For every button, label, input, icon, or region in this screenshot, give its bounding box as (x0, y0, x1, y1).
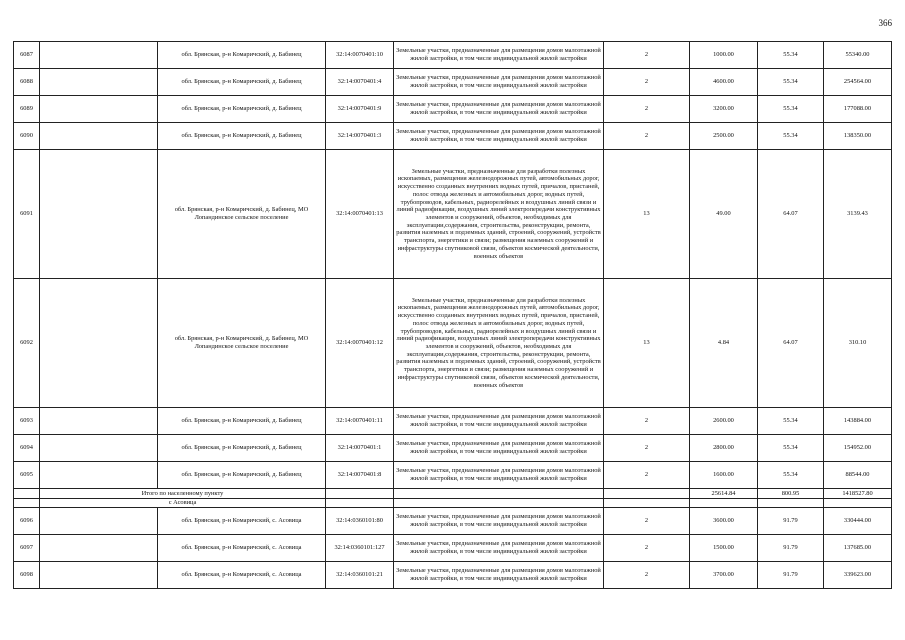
blank-cell (40, 562, 158, 589)
table-row (14, 435, 892, 462)
cadastral-number-cell: 32:14:0360101:21 (326, 562, 394, 589)
rate-cell: 64.07 (758, 279, 824, 408)
rate-cell: 55.34 (758, 408, 824, 435)
address-cell: обл. Брянская, р-н Комаричский, д. Бабинец, МО Лопандинское сельское поселение (158, 150, 326, 279)
cadastral-number-cell: 32:14:0070401:9 (326, 96, 394, 123)
table-row (14, 408, 892, 435)
group-cell: 2 (604, 408, 690, 435)
value-cell: 254564.00 (824, 69, 892, 96)
value-cell: 88544.00 (824, 462, 892, 489)
blank-cell (40, 69, 158, 96)
area-cell: 4600.00 (690, 69, 758, 96)
row-number-cell: 6090 (14, 123, 40, 150)
value-cell: 138350.00 (824, 123, 892, 150)
address-cell: обл. Брянская, р-н Комаричский, д. Бабинец (158, 123, 326, 150)
cadastral-number-cell: 32:14:0070401:13 (326, 150, 394, 279)
area-cell: 1500.00 (690, 535, 758, 562)
settlement-header-row (14, 499, 892, 508)
rate-cell: 91.79 (758, 508, 824, 535)
row-number-cell: 6097 (14, 535, 40, 562)
blank-cell (326, 499, 394, 508)
cadastral-number-cell: 32:14:0070401:12 (326, 279, 394, 408)
row-number-cell: 6096 (14, 508, 40, 535)
purpose-cell: Земельные участки, предназначенные для размещения домов малоэтажной жилой застройки, в том числе индивидуальной жилой застройки (394, 408, 604, 435)
row-number-cell: 6093 (14, 408, 40, 435)
cadastral-number-cell: 32:14:0070401:10 (326, 42, 394, 69)
rate-cell: 55.34 (758, 42, 824, 69)
area-cell: 1600.00 (690, 462, 758, 489)
cadastral-number-cell: 32:14:0070401:8 (326, 462, 394, 489)
group-cell: 13 (604, 279, 690, 408)
area-cell: 2600.00 (690, 408, 758, 435)
cadastral-number-cell: 32:14:0070401:11 (326, 408, 394, 435)
group-cell: 2 (604, 69, 690, 96)
blank-cell (690, 499, 758, 508)
row-number-cell: 6088 (14, 69, 40, 96)
total-area-cell: 25614.84 (690, 489, 758, 499)
purpose-cell: Земельные участки, предназначенные для размещения домов малоэтажной жилой застройки, в том числе индивидуальной жилой застройки (394, 535, 604, 562)
value-cell: 55340.00 (824, 42, 892, 69)
value-cell: 310.10 (824, 279, 892, 408)
area-cell: 1000.00 (690, 42, 758, 69)
settlement-name-cell: с Асовица (40, 499, 326, 508)
purpose-cell: Земельные участки, предназначенные для размещения домов малоэтажной жилой застройки, в том числе индивидуальной жилой застройки (394, 42, 604, 69)
row-number-cell: 6095 (14, 462, 40, 489)
blank-cell (824, 499, 892, 508)
group-cell: 2 (604, 462, 690, 489)
cadastral-number-cell: 32:14:0070401:4 (326, 69, 394, 96)
table-row (14, 279, 892, 408)
total-rate-cell: 800.95 (758, 489, 824, 499)
total-label-cell: Итого по населенному пункту (40, 489, 326, 499)
area-cell: 2800.00 (690, 435, 758, 462)
address-cell: обл. Брянская, р-н Комаричский, с. Асовица (158, 535, 326, 562)
blank-cell (40, 435, 158, 462)
blank-cell (604, 489, 690, 499)
group-cell: 2 (604, 562, 690, 589)
settlement-total-row (14, 489, 892, 499)
table-row (14, 462, 892, 489)
blank-cell (14, 489, 40, 499)
address-cell: обл. Брянская, р-н Комаричский, д. Бабинец (158, 462, 326, 489)
group-cell: 13 (604, 150, 690, 279)
area-cell: 3700.00 (690, 562, 758, 589)
address-cell: обл. Брянская, р-н Комаричский, д. Бабинец (158, 435, 326, 462)
table-row (14, 96, 892, 123)
table-row (14, 150, 892, 279)
blank-cell (14, 499, 40, 508)
row-number-cell: 6092 (14, 279, 40, 408)
rate-cell: 64.07 (758, 150, 824, 279)
row-number-cell: 6098 (14, 562, 40, 589)
address-cell: обл. Брянская, р-н Комаричский, д. Бабинец (158, 408, 326, 435)
value-cell: 330444.00 (824, 508, 892, 535)
table-row (14, 42, 892, 69)
purpose-cell: Земельные участки, предназначенные для размещения домов малоэтажной жилой застройки, в том числе индивидуальной жилой застройки (394, 508, 604, 535)
blank-cell (40, 408, 158, 435)
area-cell: 49.00 (690, 150, 758, 279)
blank-cell (40, 279, 158, 408)
row-number-cell: 6091 (14, 150, 40, 279)
blank-cell (40, 462, 158, 489)
cadastral-number-cell: 32:14:0360101:80 (326, 508, 394, 535)
rate-cell: 55.34 (758, 462, 824, 489)
row-number-cell: 6087 (14, 42, 40, 69)
area-cell: 3600.00 (690, 508, 758, 535)
cadastral-value-table (13, 41, 892, 589)
purpose-cell: Земельные участки, предназначенные для разработки полезных ископаемых, размещения железнодорожных путей, автомобильных дорог, искусственно созданных внутренних водных путей, причалов, пристаней, полос отвода железных и автомобильных дорог, водных путей, трубопроводов, кабельных, радиорелейных и воздушных линий связи и линий радиофикации, воздушных линий электропередачи конструктивных элементов и сооружений, объектов, необходимых для эксплуатации,содержания, строительства, реконструкции, ремонта, развития наземных и подземных зданий, строений, сооружений, устройств транспорта, энергетики и связи; размещения наземных сооружений и инфраструктуры спутниковой связи, объектов космической деятельности, военных объектов (394, 150, 604, 279)
group-cell: 2 (604, 123, 690, 150)
value-cell: 137685.00 (824, 535, 892, 562)
purpose-cell: Земельные участки, предназначенные для размещения домов малоэтажной жилой застройки, в том числе индивидуальной жилой застройки (394, 435, 604, 462)
rate-cell: 55.34 (758, 123, 824, 150)
group-cell: 2 (604, 435, 690, 462)
blank-cell (326, 489, 394, 499)
blank-cell (40, 535, 158, 562)
group-cell: 2 (604, 508, 690, 535)
purpose-cell: Земельные участки, предназначенные для размещения домов малоэтажной жилой застройки, в том числе индивидуальной жилой застройки (394, 123, 604, 150)
cadastral-number-cell: 32:14:0070401:3 (326, 123, 394, 150)
value-cell: 339623.00 (824, 562, 892, 589)
blank-cell (394, 489, 604, 499)
page-number: 366 (878, 18, 892, 28)
blank-cell (758, 499, 824, 508)
table-row (14, 562, 892, 589)
purpose-cell: Земельные участки, предназначенные для размещения домов малоэтажной жилой застройки, в том числе индивидуальной жилой застройки (394, 562, 604, 589)
address-cell: обл. Брянская, р-н Комаричский, д. Бабинец, МО Лопандинское сельское поселение (158, 279, 326, 408)
rate-cell: 55.34 (758, 435, 824, 462)
value-cell: 3139.43 (824, 150, 892, 279)
blank-cell (604, 499, 690, 508)
area-cell: 2500.00 (690, 123, 758, 150)
group-cell: 2 (604, 96, 690, 123)
table-row (14, 535, 892, 562)
group-cell: 2 (604, 535, 690, 562)
blank-cell (40, 508, 158, 535)
blank-cell (40, 96, 158, 123)
area-cell: 4.84 (690, 279, 758, 408)
group-cell: 2 (604, 42, 690, 69)
blank-cell (394, 499, 604, 508)
value-cell: 154952.00 (824, 435, 892, 462)
address-cell: обл. Брянская, р-н Комаричский, д. Бабинец (158, 69, 326, 96)
rate-cell: 91.79 (758, 562, 824, 589)
rate-cell: 55.34 (758, 96, 824, 123)
purpose-cell: Земельные участки, предназначенные для размещения домов малоэтажной жилой застройки, в том числе индивидуальной жилой застройки (394, 96, 604, 123)
row-number-cell: 6089 (14, 96, 40, 123)
cadastral-number-cell: 32:14:0070401:1 (326, 435, 394, 462)
address-cell: обл. Брянская, р-н Комаричский, с. Асовица (158, 562, 326, 589)
value-cell: 143884.00 (824, 408, 892, 435)
purpose-cell: Земельные участки, предназначенные для размещения домов малоэтажной жилой застройки, в том числе индивидуальной жилой застройки (394, 69, 604, 96)
blank-cell (40, 42, 158, 69)
value-cell: 177088.00 (824, 96, 892, 123)
row-number-cell: 6094 (14, 435, 40, 462)
purpose-cell: Земельные участки, предназначенные для размещения домов малоэтажной жилой застройки, в том числе индивидуальной жилой застройки (394, 462, 604, 489)
area-cell: 3200.00 (690, 96, 758, 123)
address-cell: обл. Брянская, р-н Комаричский, д. Бабинец (158, 42, 326, 69)
purpose-cell: Земельные участки, предназначенные для разработки полезных ископаемых, размещения железнодорожных путей, автомобильных дорог, искусственно созданных внутренних водных путей, причалов, пристаней, полос отвода железных и автомобильных дорог, водных путей, трубопроводов, кабельных, радиорелейных и воздушных линий связи и линий радиофикации, воздушных линий электропередачи конструктивных элементов и сооружений, объектов, необходимых для эксплуатации,содержания, строительства, реконструкции, ремонта, развития наземных и подземных зданий, строений, сооружений, устройств транспорта, энергетики и связи; размещения наземных сооружений и инфраструктуры спутниковой связи, объектов космической деятельности, военных объектов (394, 279, 604, 408)
total-value-cell: 1418527.80 (824, 489, 892, 499)
blank-cell (40, 123, 158, 150)
table-row (14, 123, 892, 150)
table-row (14, 508, 892, 535)
rate-cell: 91.79 (758, 535, 824, 562)
table-row (14, 69, 892, 96)
address-cell: обл. Брянская, р-н Комаричский, д. Бабинец (158, 96, 326, 123)
rate-cell: 55.34 (758, 69, 824, 96)
address-cell: обл. Брянская, р-н Комаричский, с. Асовица (158, 508, 326, 535)
cadastral-number-cell: 32:14:0360101:127 (326, 535, 394, 562)
blank-cell (40, 150, 158, 279)
